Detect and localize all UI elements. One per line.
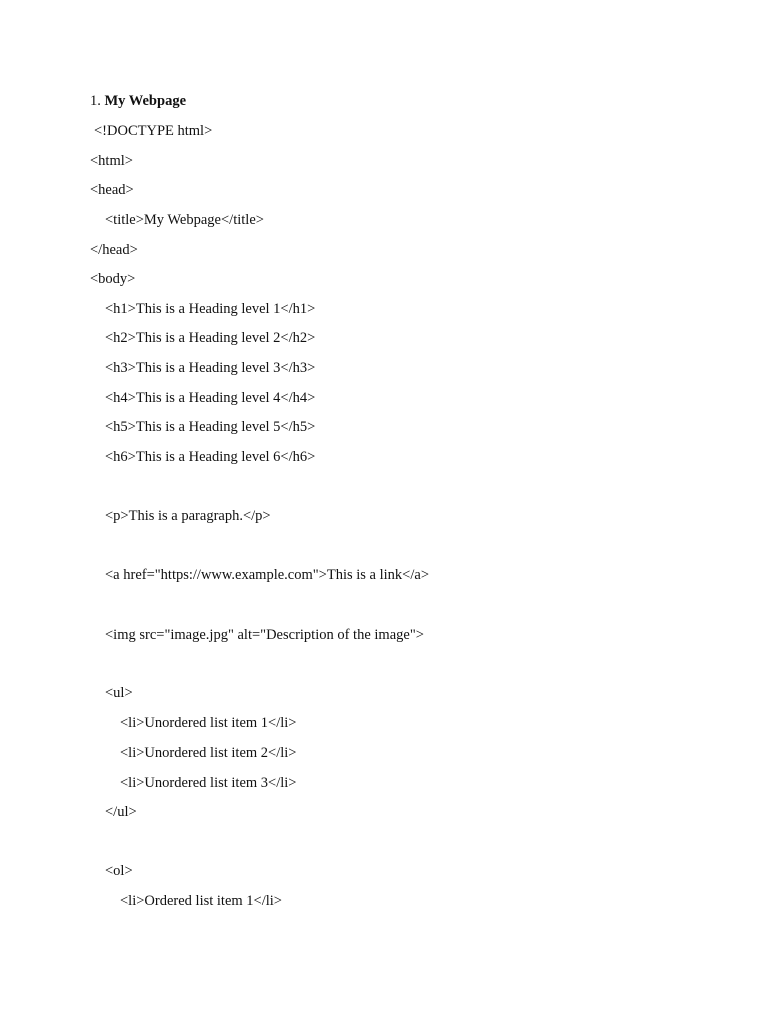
code-line-ul-close: </ul>	[105, 804, 137, 820]
code-line-ul-item-3: <li>Unordered list item 3</li>	[120, 775, 297, 791]
code-line-ol-open: <ol>	[105, 863, 133, 879]
code-line-ul-open: <ul>	[105, 685, 133, 701]
code-line-head-open: <head>	[90, 182, 134, 198]
code-line-h6: <h6>This is a Heading level 6</h6>	[105, 449, 316, 465]
code-line-ul-item-2: <li>Unordered list item 2</li>	[120, 745, 297, 761]
code-line-ol-item-1: <li>Ordered list item 1</li>	[120, 893, 282, 909]
code-line-body-open: <body>	[90, 271, 136, 287]
code-line-link: <a href="https://www.example.com">This is a link</a>	[105, 567, 429, 583]
code-line-paragraph: <p>This is a paragraph.</p>	[105, 508, 271, 524]
code-line-h5: <h5>This is a Heading level 5</h5>	[105, 419, 316, 435]
code-line-doctype: <!DOCTYPE html>	[94, 123, 213, 139]
section-heading	[90, 91, 186, 111]
code-line-head-close: </head>	[90, 242, 138, 258]
code-line-image: <img src="image.jpg" alt="Description of the image">	[105, 627, 424, 643]
section-number: 1.	[90, 93, 101, 109]
code-line-h3: <h3>This is a Heading level 3</h3>	[105, 360, 316, 376]
code-line-title: <title>My Webpage</title>	[105, 212, 264, 228]
code-line-h1: <h1>This is a Heading level 1</h1>	[105, 301, 316, 317]
code-line-h4: <h4>This is a Heading level 4</h4>	[105, 390, 316, 406]
section-title: My Webpage	[104, 93, 186, 109]
code-line-ul-item-1: <li>Unordered list item 1</li>	[120, 715, 297, 731]
code-line-h2: <h2>This is a Heading level 2</h2>	[105, 330, 316, 346]
code-line-html-open: <html>	[90, 153, 133, 169]
